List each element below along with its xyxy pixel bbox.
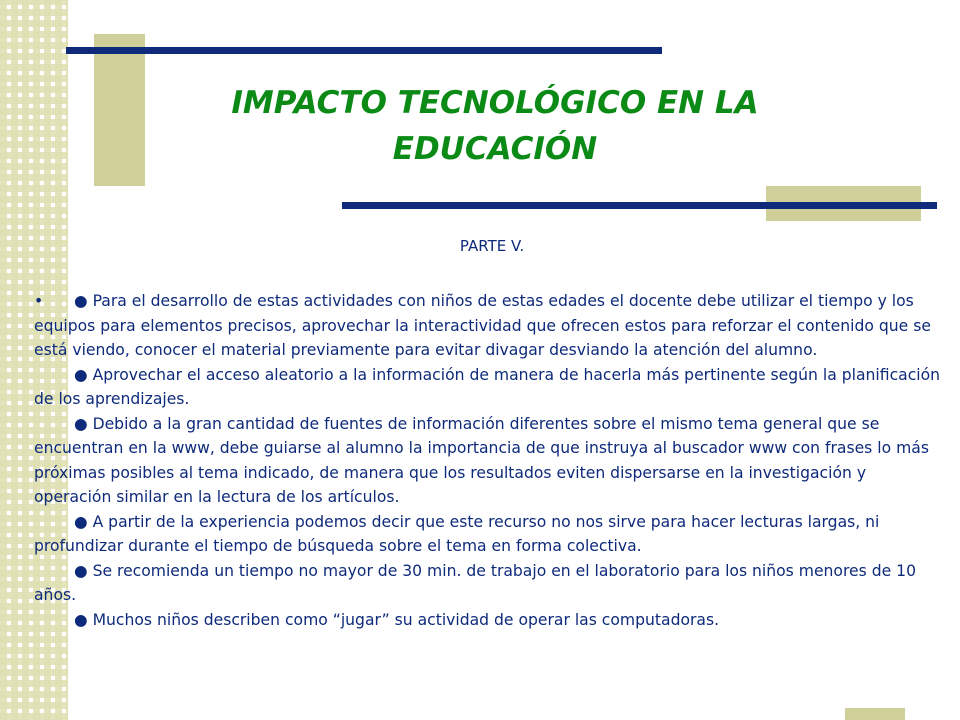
paragraph-4 xyxy=(34,510,946,559)
paragraph-1 xyxy=(34,289,946,363)
decorative-block-bottom xyxy=(845,708,905,720)
paragraph-text: ● Aprovechar el acceso aleatorio a la información de manera de hacerla más pertinente según la planificación de los aprendizajes. xyxy=(34,365,941,408)
paragraph-3 xyxy=(34,412,946,510)
paragraph-5 xyxy=(34,559,946,608)
slide-body xyxy=(34,289,946,632)
slide-title: IMPACTO TECNOLÓGICO EN LA EDUCACIÓN xyxy=(231,85,759,167)
bullet-marker: • xyxy=(34,292,44,310)
paragraph-text: ● Debido a la gran cantidad de fuentes de información diferentes sobre el mismo tema general que se encuentran en la www, debe guiarse al alumno la importancia de que instruya al buscador www con frases lo más próximas posibles al tema indicado, de manera que los resultados eviten dispersarse en la investigación y operación similar en la lectura de los artículos. xyxy=(34,414,929,506)
title-rule-top xyxy=(66,47,662,54)
paragraph-2 xyxy=(34,363,946,412)
paragraph-text: ● A partir de la experiencia podemos decir que este recurso no nos sirve para hacer lecturas largas, ni profundizar durante el tiempo de búsqueda sobre el tema en forma colectiva. xyxy=(34,512,880,555)
paragraph-text: ● Se recomienda un tiempo no mayor de 30 min. de trabajo en el laboratorio para los niños menores de 10 años. xyxy=(34,561,916,604)
paragraph-text: ● Para el desarrollo de estas actividades con niños de estas edades el docente debe utilizar el tiempo y los equipos para elementos precisos, aprovechar la interactividad que ofrecen estos para reforzar el contenido que se está viendo, conocer el material previamente para evitar divagar desviando la atención del alumno. xyxy=(34,292,931,359)
slide-subtitle: PARTE V. xyxy=(459,237,525,255)
decorative-block-top xyxy=(94,34,145,186)
title-rule-bottom xyxy=(342,202,937,209)
paragraph-6 xyxy=(34,608,946,633)
paragraph-text: ● Muchos niños describen como “jugar” su actividad de operar las computadoras. xyxy=(74,610,720,629)
